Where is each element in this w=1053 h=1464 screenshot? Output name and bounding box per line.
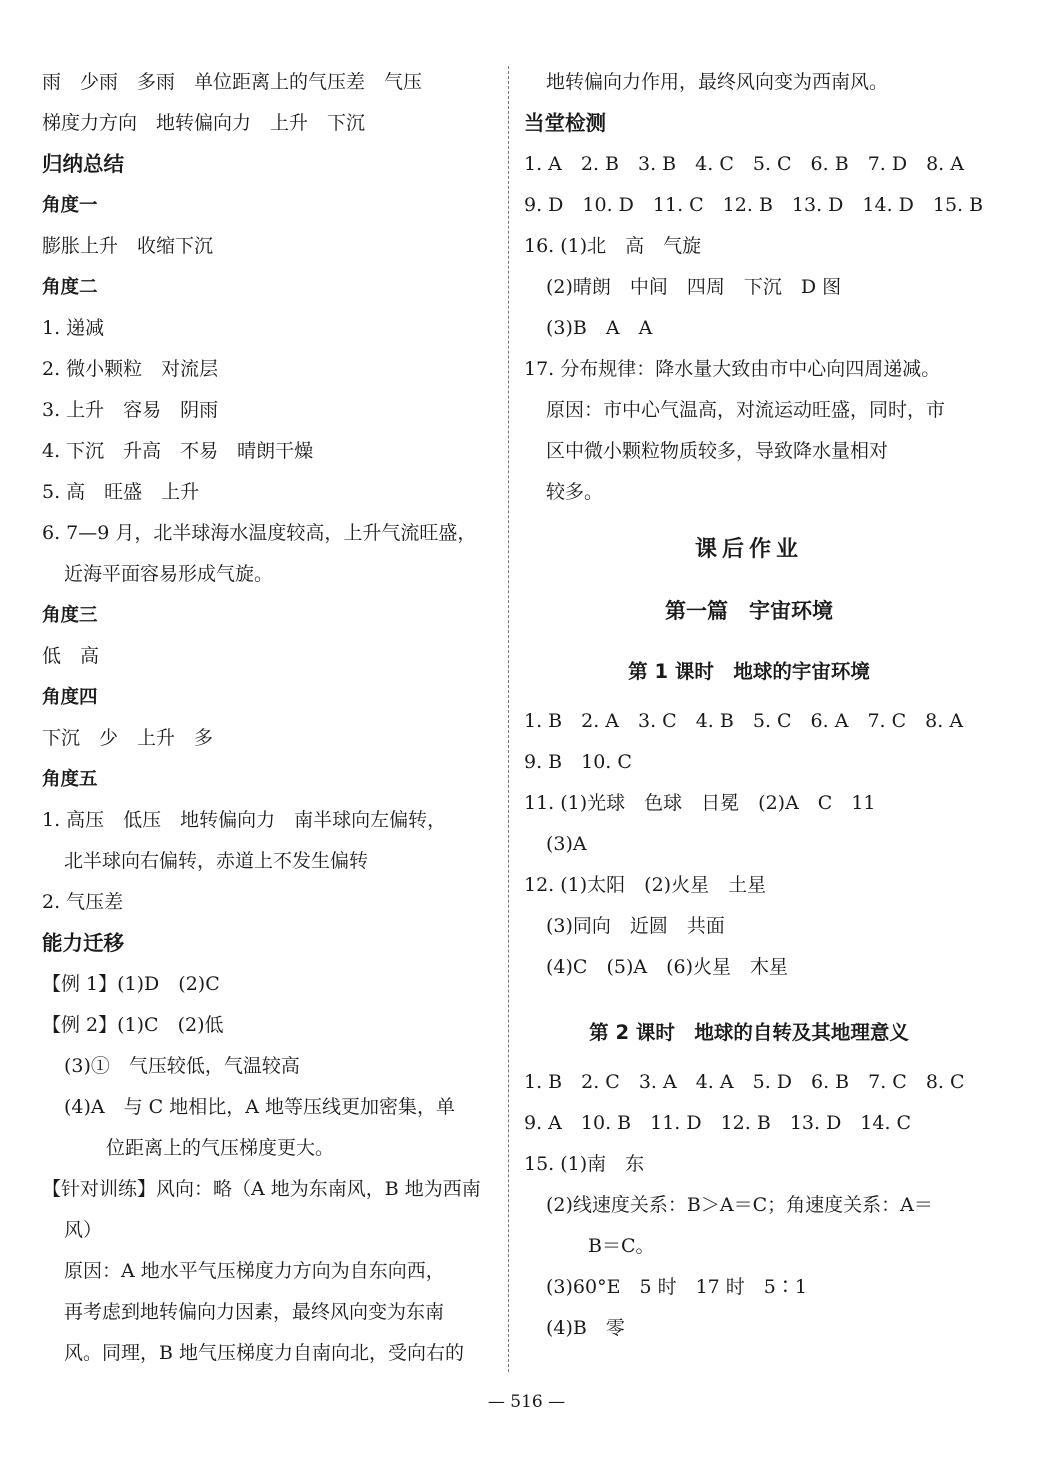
answer-item: 3. 上升 容易 阴雨: [42, 399, 219, 421]
answer-continuation: 北半球向右偏转，赤道上不发生偏转: [64, 850, 369, 872]
answer-item: 2. 微小颗粒 对流层: [42, 358, 219, 380]
answer-subitem: (3)B A A: [546, 317, 653, 339]
answer-continuation: 再考虑到地转偏向力因素，最终风向变为东南: [64, 1301, 445, 1323]
lesson-title-1: 第 1 课时 地球的宇宙环境: [628, 660, 870, 683]
page-number: — 516 —: [487, 1392, 566, 1412]
answer-item: 5. 高 旺盛 上升: [42, 481, 200, 503]
answer-item: 6. 7—9 月，北半球海水温度较高，上升气流旺盛，: [42, 522, 477, 544]
text-line: 膨胀上升 收缩下沉: [42, 235, 214, 257]
answer-continuation: 近海平面容易形成气旋。: [64, 563, 274, 585]
answer-subitem: (3)① 气压较低，气温较高: [64, 1055, 300, 1077]
column-divider: [508, 66, 509, 1372]
answer-item: 17. 分布规律：降水量大致由市中心向四周递减。: [524, 358, 941, 380]
subheading-angle-2: 角度二: [42, 277, 98, 298]
choice-answers: 9. A 10. B 11. D 12. B 13. D 14. C: [524, 1112, 912, 1134]
choice-answers: 1. B 2. A 3. C 4. B 5. C 6. A 7. C 8. A: [524, 710, 964, 732]
choice-answers: 9. B 10. C: [524, 751, 632, 773]
answer-continuation: 原因：市中心气温高，对流运动旺盛，同时，市: [546, 399, 946, 421]
subheading-angle-4: 角度四: [42, 687, 98, 708]
answer-item: 2. 气压差: [42, 891, 124, 913]
section-heading-class-test: 当堂检测: [524, 111, 606, 135]
subheading-angle-3: 角度三: [42, 605, 98, 626]
answer-subitem: (4)A 与 C 地相比，A 地等压线更加密集，单: [64, 1096, 456, 1118]
text-line: 雨 少雨 多雨 单位距离上的气压差 气压: [42, 71, 423, 93]
choice-answers: 1. B 2. C 3. A 4. A 5. D 6. B 7. C 8. C: [524, 1071, 965, 1093]
answer-continuation: 地转偏向力作用，最终风向变为西南风。: [546, 71, 889, 93]
answer-continuation: 位距离上的气压梯度更大。: [106, 1137, 335, 1159]
answer-continuation: 区中微小颗粒物质较多，导致降水量相对: [546, 440, 889, 462]
answer-continuation: 风。同理，B 地气压梯度力自南向北，受向右的: [64, 1342, 465, 1364]
answer-continuation: B＝C。: [588, 1235, 655, 1257]
answer-item: 11. (1)光球 色球 日冕 (2)A C 11: [524, 792, 876, 814]
text-line: 低 高: [42, 645, 100, 667]
answer-subitem: (4)B 零: [546, 1317, 625, 1339]
answer-item: 1. 高压 低压 地转偏向力 南半球向左偏转，: [42, 809, 447, 831]
answer-subitem: (3)A: [546, 833, 587, 855]
choice-answers: 1. A 2. B 3. B 4. C 5. C 6. B 7. D 8. A: [524, 153, 964, 175]
homework-title: 课后作业: [694, 537, 803, 562]
answer-subitem: (3)同向 近圆 共面: [546, 915, 725, 937]
spacer: [524, 988, 974, 1004]
subheading-angle-1: 角度一: [42, 195, 98, 216]
text-line: 梯度力方向 地转偏向力 上升 下沉: [42, 112, 366, 134]
answer-continuation: 原因：A 地水平气压梯度力方向为自东向西，: [64, 1260, 445, 1282]
left-column: [42, 62, 494, 1374]
answer-subitem: (2)线速度关系：B＞A＝C；角速度关系：A＝: [546, 1194, 933, 1216]
answer-continuation: 较多。: [546, 481, 604, 503]
example-answer: 【例 2】(1)C (2)低: [42, 1014, 224, 1036]
subheading-angle-5: 角度五: [42, 769, 98, 790]
section-heading-ability: 能力迁移: [42, 931, 124, 955]
text-line: 下沉 少 上升 多: [42, 727, 214, 749]
choice-answers: 9. D 10. D 11. C 12. B 13. D 14. D 15. B: [524, 194, 984, 216]
answer-subitem: (2)晴朗 中间 四周 下沉 D 图: [546, 276, 842, 298]
answer-subitem: (3)60°E 5 时 17 时 5∶1: [546, 1276, 807, 1298]
part-title: 第一篇 宇宙环境: [665, 599, 833, 623]
example-answer: 【例 1】(1)D (2)C: [42, 973, 220, 995]
answer-item: 15. (1)南 东: [524, 1153, 645, 1175]
answer-item: 12. (1)太阳 (2)火星 土星: [524, 874, 767, 896]
section-heading-summary: 归纳总结: [42, 152, 124, 176]
lesson-title-2: 第 2 课时 地球的自转及其地理意义: [589, 1021, 909, 1044]
answer-subitem: (4)C (5)A (6)火星 木星: [546, 956, 788, 978]
answer-continuation: 风）: [64, 1219, 103, 1241]
right-column: [524, 62, 984, 1349]
answer-item: 4. 下沉 升高 不易 晴朗干燥: [42, 440, 314, 462]
answer-item: 1. 递减: [42, 317, 105, 339]
training-answer: 【针对训练】风向：略（A 地为东南风，B 地为西南: [42, 1178, 481, 1200]
answer-item: 16. (1)北 高 气旋: [524, 235, 702, 257]
